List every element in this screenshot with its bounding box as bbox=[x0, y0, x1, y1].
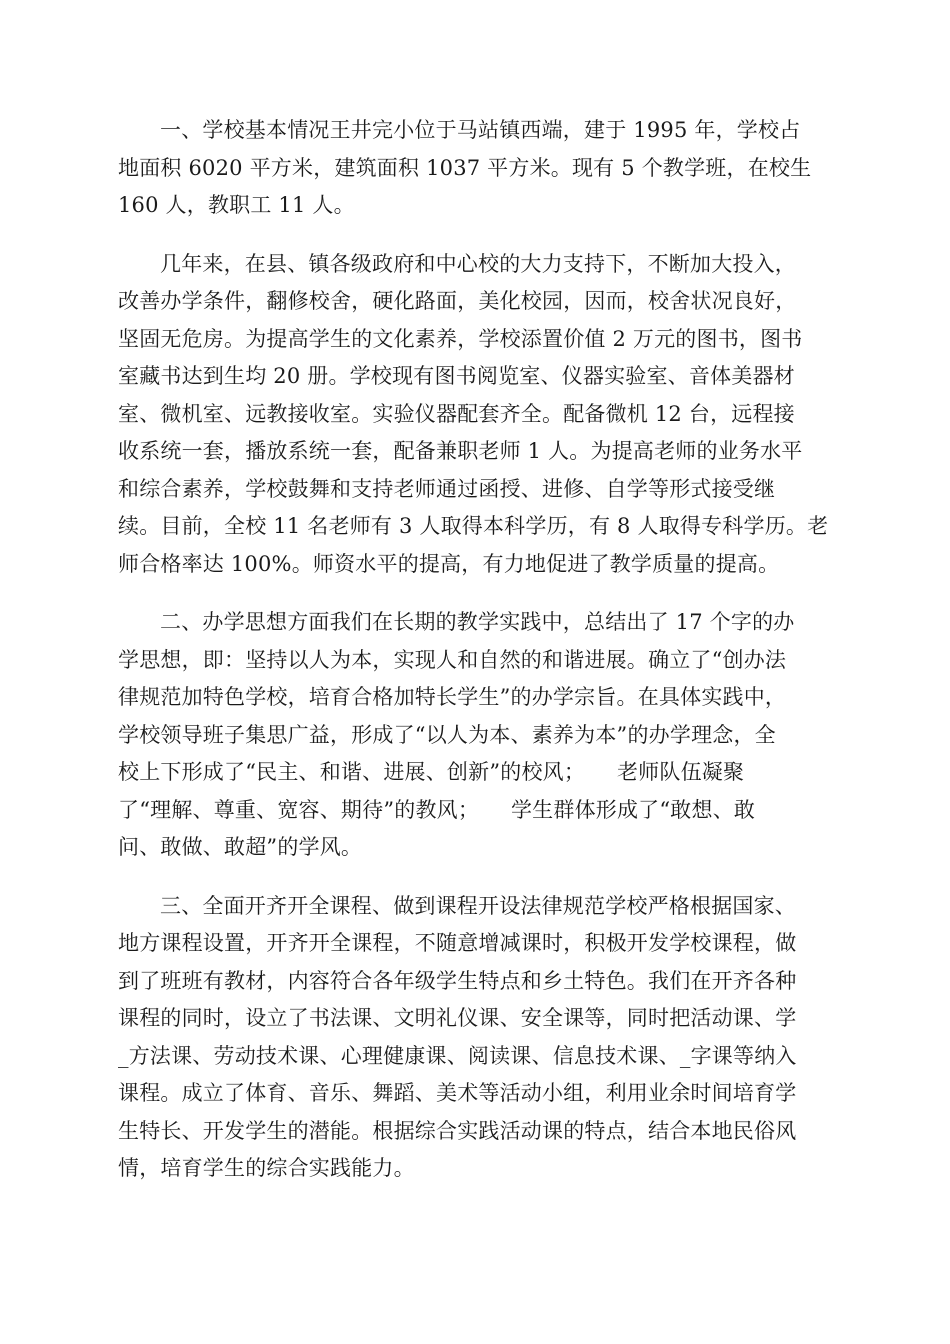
text-line: 几年来，在县、镇各级政府和中心校的大力支持下，不断加大投入， bbox=[160, 251, 796, 276]
paragraph-curriculum bbox=[118, 888, 836, 1188]
paragraph-school-conditions bbox=[118, 246, 836, 584]
text-line: 室藏书达到生均 20 册。学校现有图书阅览室、仪器实验室、音体美器材 bbox=[118, 364, 795, 388]
text-line: 地面积 6020 平方米，建筑面积 1037 平方米。现有 5 个教学班，在校生 bbox=[118, 155, 812, 180]
text-line: 地方课程设置，开齐开全课程，不随意增减课时，积极开发学校课程，做 bbox=[118, 931, 797, 955]
text-line: 改善办学条件，翻修校舍，硬化路面，美化校园，因而，校舍状况良好， bbox=[118, 289, 797, 313]
text-line: 了“理解、尊重、宽容、期待”的教风； 学生群体形成了“敢想、敢 bbox=[118, 797, 756, 822]
paragraph-school-basic-info bbox=[118, 112, 836, 225]
text-line: 续。目前，全校 11 名老师有 3 人取得本科学历，有 8 人取得专科学历。老 bbox=[118, 514, 829, 538]
text-line: 课程的同时，设立了书法课、文明礼仪课、安全课等，同时把活动课、学 bbox=[118, 1006, 797, 1030]
text-line: 160 人，教职工 11 人。 bbox=[118, 193, 355, 217]
paragraph-school-philosophy bbox=[118, 604, 836, 867]
text-line: 收系统一套，播放系统一套，配备兼职老师 1 人。为提高老师的业务水平 bbox=[118, 439, 803, 463]
text-line: 情，培育学生的综合实践能力。 bbox=[118, 1156, 415, 1180]
text-line: 坚固无危房。为提高学生的文化素养，学校添置价值 2 万元的图书，图书 bbox=[118, 326, 803, 351]
text-line: 一、学校基本情况王井完小位于马站镇西端，建于 1995 年，学校占 bbox=[160, 118, 801, 142]
text-line: 生特长、开发学生的潜能。根据综合实践活动课的特点，结合本地民俗风 bbox=[118, 1118, 797, 1143]
text-line: 到了班班有教材，内容符合各年级学生特点和乡土特色。我们在开齐各种 bbox=[118, 968, 797, 993]
text-line: 和综合素养，学校鼓舞和支持老师通过函授、进修、自学等形式接受继 bbox=[118, 476, 776, 501]
text-line: 学思想，即：坚持以人为本，实现人和自然的和谐进展。确立了“创办法 bbox=[118, 647, 787, 672]
text-line: 学校领导班子集思广益，形成了“以人为本、素养为本”的办学理念，全 bbox=[118, 722, 776, 747]
text-line: 律规范加特色学校，培育合格加特长学生”的办学宗旨。在具体实践中， bbox=[118, 685, 787, 709]
text-line: 二、办学思想方面我们在长期的教学实践中，总结出了 17 个字的办 bbox=[160, 610, 795, 634]
text-line: 校上下形成了“民主、和谐、进展、创新”的校风； 老师队伍凝聚 bbox=[118, 760, 745, 784]
text-line: 三、全面开齐开全课程、做到课程开设法律规范学校严格根据国家、 bbox=[160, 893, 796, 918]
text-line: 师合格率达 100%。师资水平的提高，有力地促进了教学质量的提高。 bbox=[118, 551, 780, 576]
text-line: _方法课、劳动技术课、心理健康课、阅读课、信息技术课、_字课等纳入 bbox=[118, 1043, 797, 1068]
text-line: 问、敢做、敢超”的学风。 bbox=[118, 835, 363, 859]
document-body bbox=[118, 112, 836, 1209]
text-line: 室、微机室、远教接收室。实验仪器配套齐全。配备微机 12 台，远程接 bbox=[118, 401, 795, 426]
text-line: 课程。成立了体育、音乐、舞蹈、美术等活动小组，利用业余时间培育学 bbox=[118, 1081, 797, 1105]
